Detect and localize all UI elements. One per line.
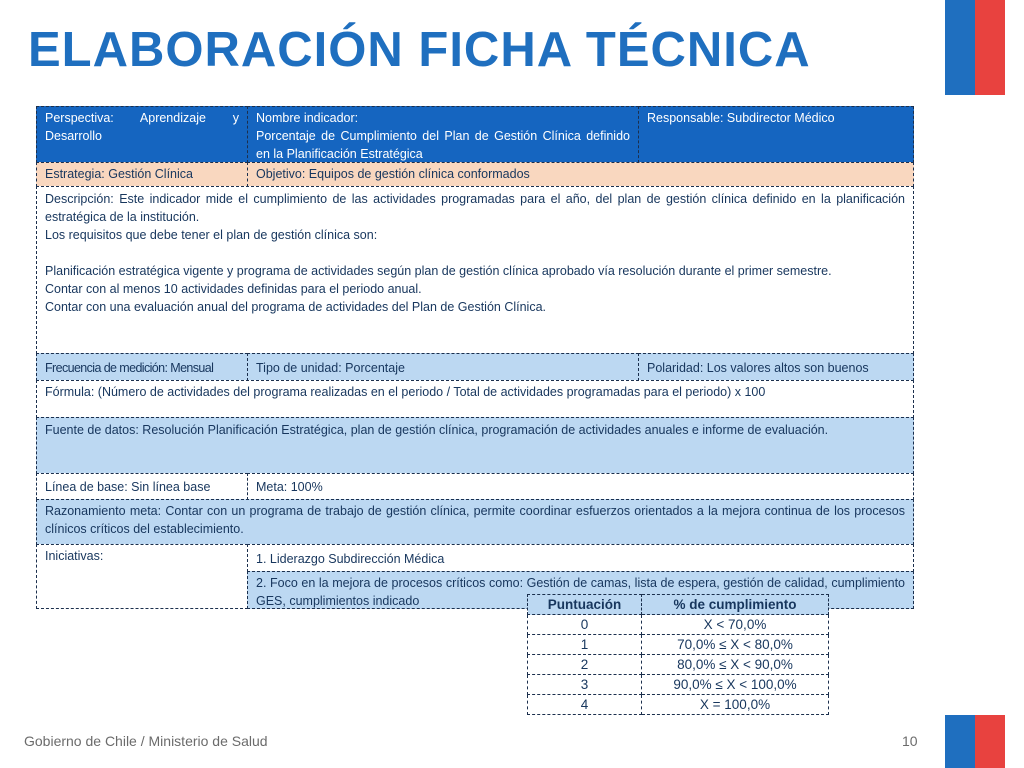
flag-stripe-blue (945, 0, 975, 95)
scoring-table (527, 594, 829, 715)
responsable-cell (638, 106, 914, 163)
scoring-score: 1 (528, 635, 642, 655)
flag-stripe-blue-bottom (945, 715, 975, 768)
meta-cell (247, 473, 914, 500)
flag-stripe-red (975, 0, 1005, 95)
scoring-score: 0 (528, 615, 642, 635)
scoring-row (528, 615, 829, 635)
scoring-header-puntuacion: Puntuación (528, 595, 642, 615)
formula-cell (36, 380, 914, 418)
iniciativa-2-text: 2. Foco en la mejora de procesos críticos como: Gestión de camas, lista de espera, gestión de calidad, cumplimiento GES, cumplimientos indicado (256, 576, 905, 608)
page-number: 10 (902, 733, 918, 749)
objetivo-cell (247, 162, 914, 187)
scoring-row (528, 695, 829, 715)
scoring-header-row (528, 595, 829, 615)
frecuencia-text: Frecuencia de medición: Mensual (45, 361, 214, 375)
iniciativa-1-cell (247, 544, 914, 572)
scoring-score: 2 (528, 655, 642, 675)
perspectiva-cell (36, 106, 248, 163)
nombre-indicador-cell (247, 106, 639, 163)
scoring-range: 70,0% ≤ X < 80,0% (642, 635, 829, 655)
scoring-range: X < 70,0% (642, 615, 829, 635)
descripcion-line-4: Contar con al menos 10 actividades definidas para el periodo anual. (45, 282, 422, 296)
scoring-score: 4 (528, 695, 642, 715)
scoring-score: 3 (528, 675, 642, 695)
polaridad-cell (638, 353, 914, 381)
descripcion-line-5: Contar con una evaluación anual del programa de actividades del Plan de Gestión Clínica. (45, 300, 547, 314)
estrategia-cell (36, 162, 248, 187)
iniciativas-label: Iniciativas: (45, 549, 104, 563)
razonamiento-cell (36, 499, 914, 545)
scoring-row (528, 655, 829, 675)
footer-text: Gobierno de Chile / Ministerio de Salud (24, 733, 268, 749)
descripcion-line-3: Planificación estratégica vigente y programa de actividades según plan de gestión clínica aprobado vía resolución durante el primer semestre. (45, 264, 832, 278)
linea-base-cell (36, 473, 248, 500)
frecuencia-cell (36, 353, 248, 381)
iniciativa-1-text: 1. Liderazgo Subdirección Médica (256, 552, 445, 566)
scoring-header-cumplimiento: % de cumplimiento (642, 595, 829, 615)
nombre-indicador-value: Porcentaje de Cumplimiento del Plan de Gestión Clínica definido en la Planificación Estratégica (256, 129, 630, 161)
scoring-row (528, 675, 829, 695)
perspectiva-text: Perspectiva: Aprendizaje y Desarrollo (45, 111, 239, 143)
page-title: ELABORACIÓN FICHA TÉCNICA (28, 23, 811, 77)
linea-base-text: Línea de base: Sin línea base (45, 480, 211, 494)
scoring-range: X = 100,0% (642, 695, 829, 715)
iniciativas-cell (36, 544, 248, 609)
meta-text: Meta: 100% (256, 480, 323, 494)
scoring-range: 90,0% ≤ X < 100,0% (642, 675, 829, 695)
descripcion-line-2: Los requisitos que debe tener el plan de gestión clínica son: (45, 228, 378, 242)
fuente-cell (36, 417, 914, 474)
nombre-indicador-label: Nombre indicador: (256, 111, 359, 125)
objetivo-text: Objetivo: Equipos de gestión clínica conformados (256, 167, 530, 181)
polaridad-text: Polaridad: Los valores altos son buenos (647, 361, 869, 375)
responsable-text: Responsable: Subdirector Médico (647, 111, 835, 125)
tipo-unidad-cell (247, 353, 639, 381)
flag-stripe-red-bottom (975, 715, 1005, 768)
tipo-unidad-text: Tipo de unidad: Porcentaje (256, 361, 405, 375)
descripcion-cell (36, 186, 914, 354)
razonamiento-text: Razonamiento meta: Contar con un programa de trabajo de gestión clínica, permite coordinar esfuerzos orientados a la mejora continua de los procesos clínicos críticos del establecimiento. (45, 504, 905, 536)
scoring-range: 80,0% ≤ X < 90,0% (642, 655, 829, 675)
descripcion-line-1: Descripción: Este indicador mide el cumplimiento de las actividades programadas para el año, del plan de gestión clínica definido en la planificación estratégica de la institución. (45, 192, 905, 224)
formula-text: Fórmula: (Número de actividades del programa realizadas en el periodo / Total de actividades programadas para el periodo) x 100 (45, 385, 766, 399)
scoring-row (528, 635, 829, 655)
fuente-text: Fuente de datos: Resolución Planificación Estratégica, plan de gestión clínica, programación de actividades anuales e informe de evaluación. (45, 423, 829, 437)
estrategia-text: Estrategia: Gestión Clínica (45, 167, 193, 181)
